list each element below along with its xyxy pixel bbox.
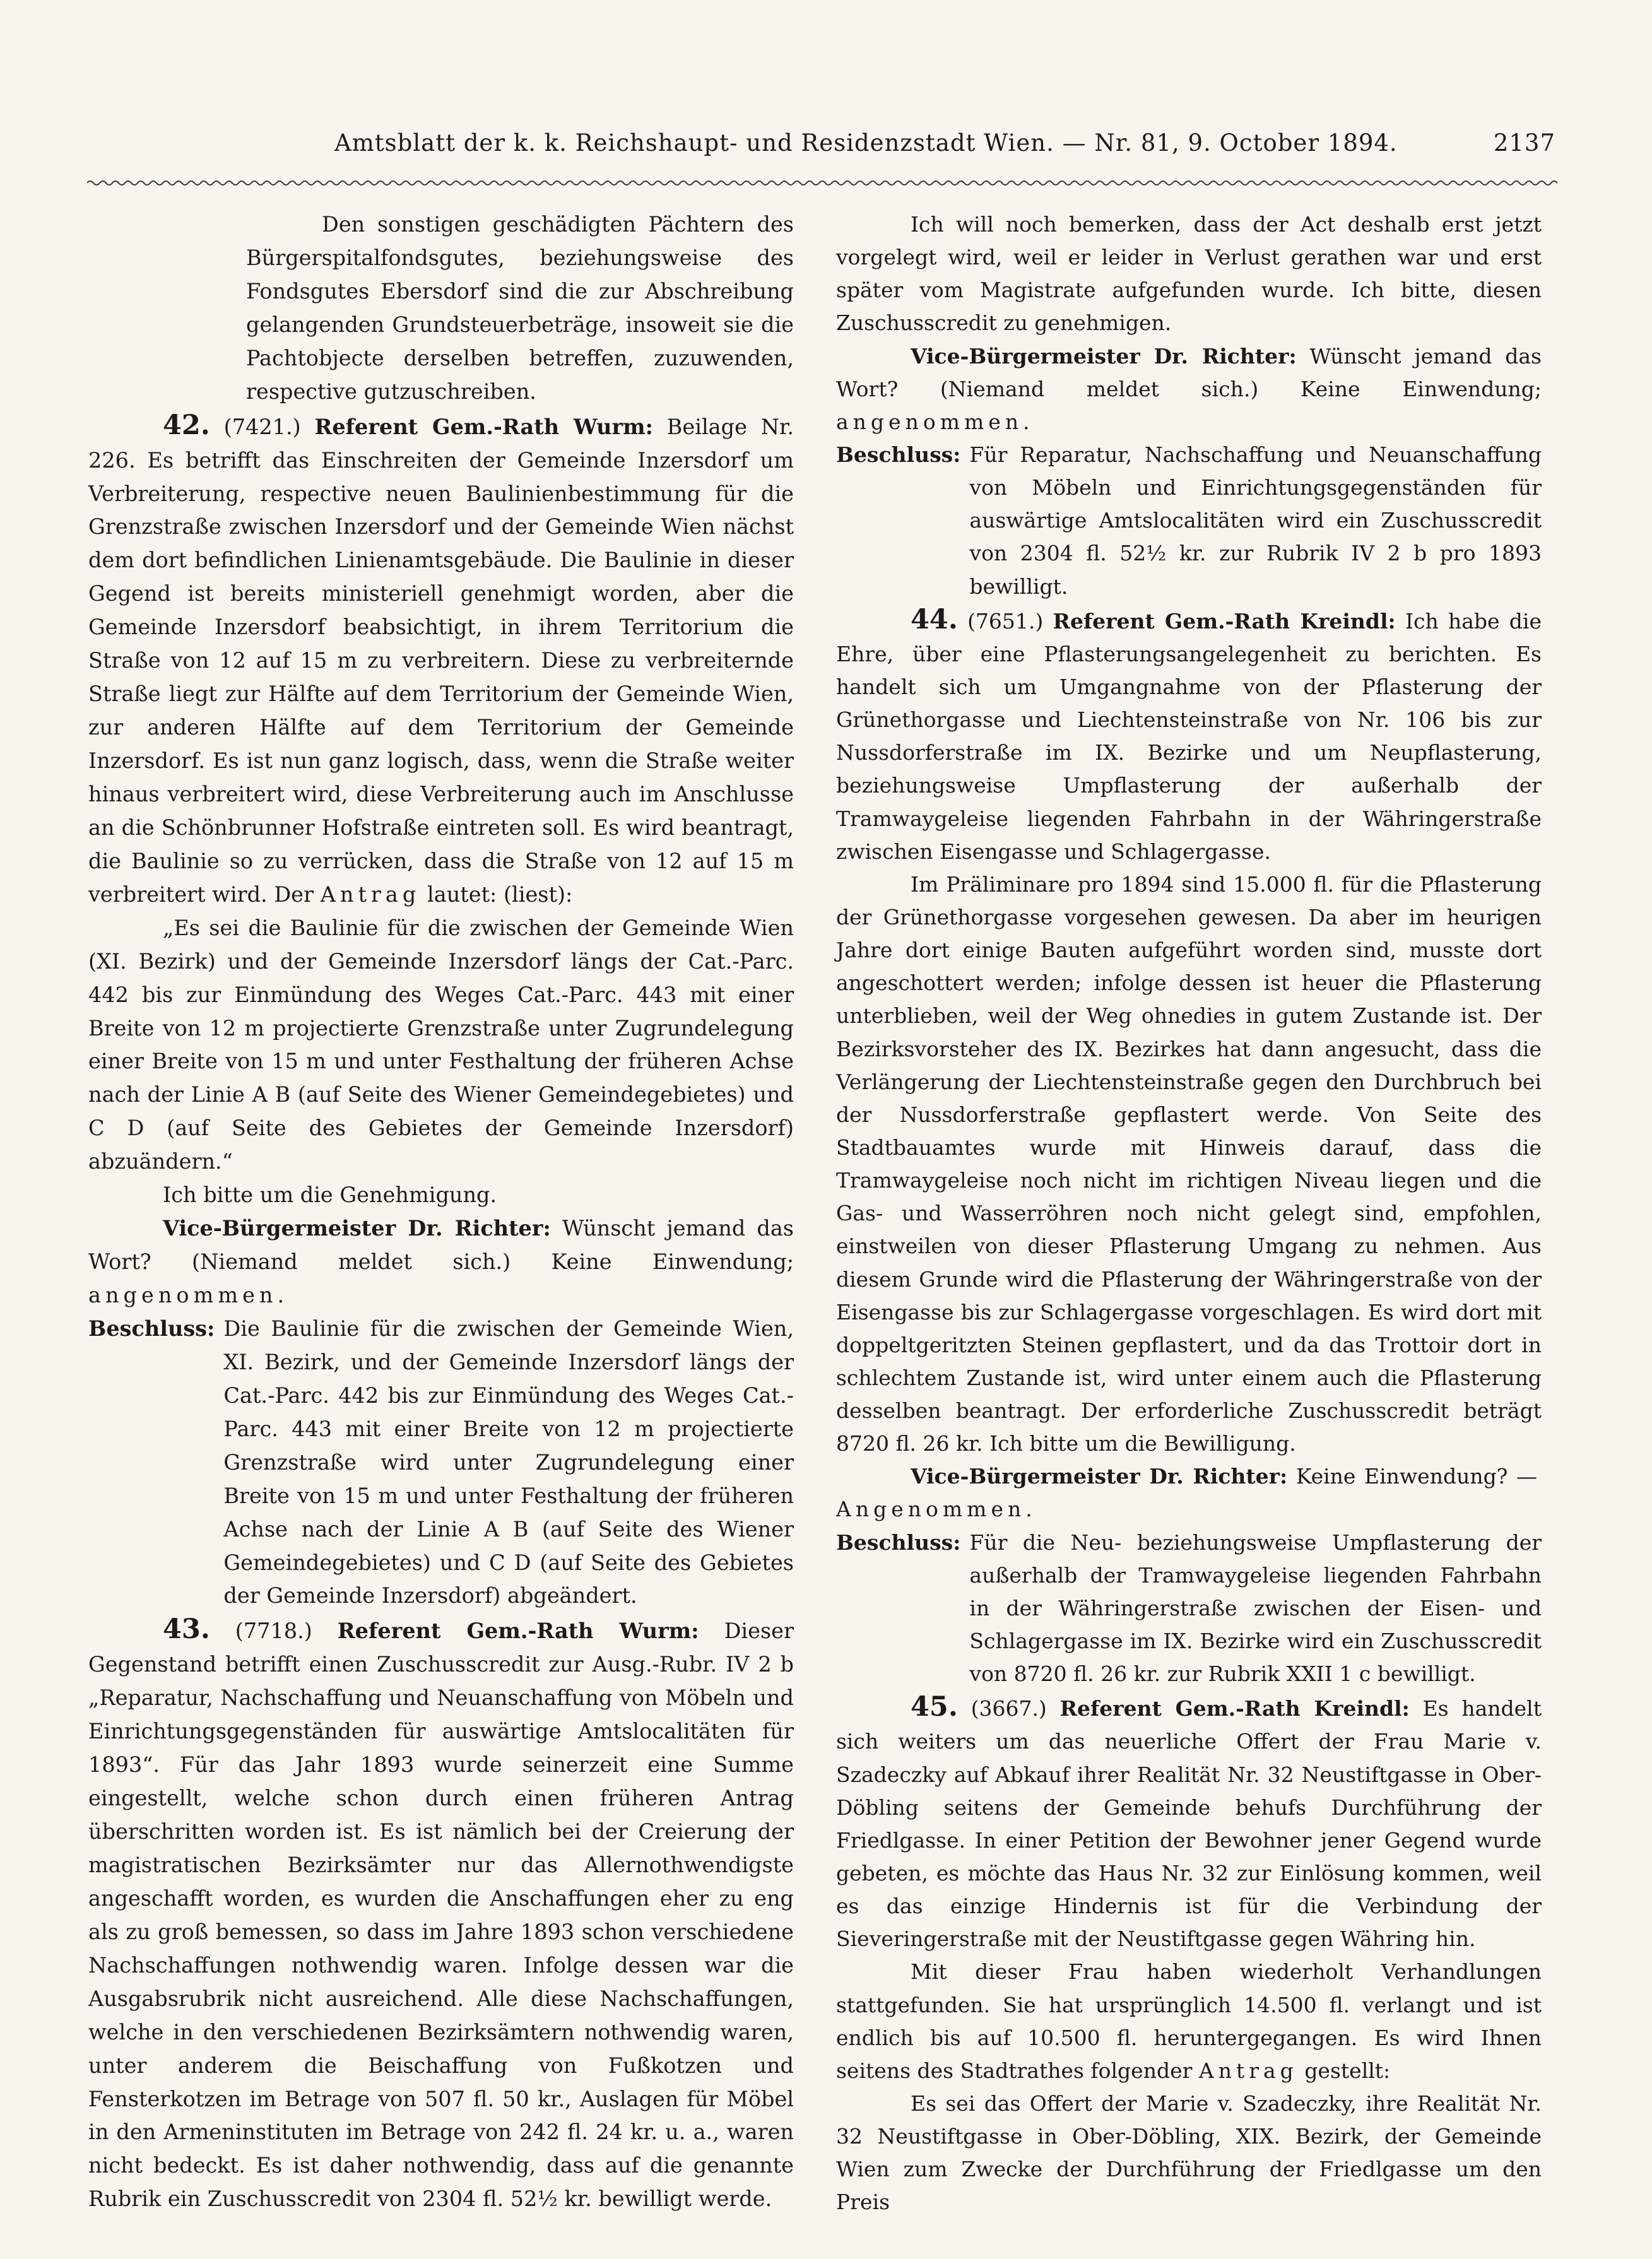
item-42-antrag: Antrag (320, 882, 421, 907)
item-43-number: 43. (163, 1613, 210, 1646)
item-42-beschluss-label: Beschluss: (88, 1316, 215, 1341)
item-44-beschluss (836, 1526, 1542, 1691)
item-42-beschluss-text: Die Baulinie für die zwischen der Gemeinde Wien, XI. Bezirk, und der Gemeinde Inzersdorf längs der Cat.-Parc. 442 bis zur Einmündung des Weges Cat.-Parc. 443 mit einer Breite von 12 m projectierte Grenzstraße wird unter Zugrundelegung einer Breite von 15 m und unter Festhaltung der früheren Achse nach der Linie A B (auf Seite des Wiener Gemeindegebietes) und C D (auf Seite des Gebietes der Gemeinde Inzersdorf) abgeändert. (223, 1316, 794, 1608)
item-42-quote: „Es sei die Baulinie für die zwischen der Gemeinde Wien (XI. Bezirk) und der Gemeinde Inzersdorf längs der Cat.-Parc. 442 bis zur Einmündung des Weges Cat.-Parc. 443 mit einer Breite von 12 m projectierte Grenzstraße unter Zugrundelegung einer Breite von 15 m und unter Festhaltung der früheren Achse nach der Linie A B (auf Seite des Wiener Gemeindegebietes) und C D (auf Seite des Gebietes der Gemeinde Inzersdorf) abzuändern.“ (88, 915, 794, 1174)
item-42-accepted: angenommen. (88, 1283, 289, 1307)
header-title: Amtsblatt der k. k. Reichshaupt- und Residenzstadt Wien. — Nr. 81, 9. October 1894. (334, 129, 1398, 156)
running-header (110, 129, 1555, 167)
item-45-paragraph-3: Es sei das Offert der Marie v. Szadeczky, ihre Realität Nr. 32 Neustiftgasse in Ober-Döbling, XIX. Bezirk, der Gemeinde Wien zum Zwecke der Durchführung der Friedlgasse um den Preis (836, 2091, 1542, 2215)
item-43-text: Dieser Gegenstand betrifft einen Zuschusscredit zur Ausg.-Rubr. IV 2 b „Reparatur, Nachschaffung und Neuanschaffung von Möbeln und Einrichtungsgegenständen für auswärtige Amtslocalitäten für 1893“. Für das Jahr 1893 wurde seinerzeit eine Summe eingestellt, welche schon durch einen früheren Antrag überschritten worden ist. Es ist nämlich bei der Creierung der magistratischen Bezirksämter nur das Allernothwendigste angeschafft worden, es wurden die Anschaffungen eher zu eng als zu groß bemessen, so dass im Jahre 1893 schon verschiedene Nachschaffungen nothwendig waren. Infolge dessen war die Ausgabsrubrik nicht ausreichend. Alle diese Nachschaffungen, welche in den verschiedenen Bezirksämtern nothwendig waren, unter anderem die Beischaffung von Fußkotzen und Fensterkotzen im Betrage von 507 fl. 50 kr., Auslagen für Möbel in den Armeninstituten im Betrage von 242 fl. 24 kr. u. a., waren nicht bedeckt. Es ist daher nothwendig, dass auf die genannte Rubrik ein Zuschusscredit von 2304 fl. 52½ kr. bewilligt werde. (88, 1619, 794, 2212)
item-42-beschluss (88, 1312, 794, 1613)
item-42-ref: (7421.) (223, 414, 301, 439)
item-43-vice-paragraph (836, 340, 1542, 439)
item-45-text-2a: Mit dieser Frau haben wiederholt Verhandlungen stattgefunden. Sie hat ursprünglich 14.500 fl. verlangt und ist endlich bis auf 10.500 fl. heruntergegangen. Es wird Ihnen seitens des Stadtrathes folgender (836, 1959, 1542, 2083)
item-44-paragraph-2: Im Präliminare pro 1894 sind 15.000 fl. für die Pflasterung der Grünethorgasse vorgesehen gewesen. Da aber im heurigen Jahre dort einige Bauten aufgeführt worden sind, musste dort angeschottert werden; infolge dessen ist heuer die Pflasterung unterblieben, weil der Weg ohnedies in gutem Zustande ist. Der Bezirksvorsteher des IX. Bezirkes hat dann angesucht, dass die Verlängerung der Liechtensteinstraße gegen den Durchbruch bei der Nussdorferstraße gepflastert werde. Von Seite des Stadtbauamtes wurde mit Hinweis darauf, dass die Tramwaygeleise noch nicht im richtigen Niveau liegen und die Gas- und Wasserröhren noch nicht gelegt sind, empfohlen, einstweilen von dieser Pflasterung Umgang zu nehmen. Aus diesem Grunde wird die Pflasterung der Währingerstraße von der Eisengasse bis zur Schlagergasse vorgeschlagen. Es wird dort mit doppeltgeritzten Steinen gepflastert, und da das Trottoir dort in schlechtem Zustande ist, wird unter einem auch die Pflasterung desselben beantragt. Der erforderliche Zuschusscredit beträgt 8720 fl. 26 kr. Ich bitte um die Bewilligung. (836, 871, 1542, 1456)
item-43-ref: (7718.) (235, 1619, 312, 1644)
item-43-speaker: Referent Gem.-Rath Wurm: (337, 1619, 699, 1644)
item-43-beschluss-label: Beschluss: (836, 442, 961, 467)
item-45-paragraph (836, 1690, 1542, 1955)
item-43-beschluss-text: Für Reparatur, Nachschaffung und Neuanschaffung von Möbeln und Einrichtungsgegenständen für auswärtige Amtslocalitäten wird ein Zuschusscredit von 2304 fl. 52½ kr. zur Rubrik IV 2 b pro 1893 bewilligt. (969, 442, 1542, 599)
item-44-accepted: — Angenommen. (836, 1464, 1542, 1522)
item-45-text-2b: gestellt: (1304, 2058, 1391, 2083)
item-44-vice-paragraph (836, 1460, 1542, 1526)
item-43-accepted: angenommen. (836, 409, 1034, 434)
item-42-vice-paragraph (88, 1212, 794, 1312)
item-44-beschluss-text: Für die Neu- beziehungsweise Umpflasterung der außerhalb der Tramwaygeleise liegenden Fahrbahn in der Währingerstraße zwischen der Eisen- und Schlagergasse im IX. Bezirke wird ein Zuschusscredit von 8720 fl. 26 kr. zur Rubrik XXII 1 c bewilligt. (969, 1530, 1542, 1687)
item-45-ref: (3667.) (971, 1696, 1047, 1721)
item-42-speaker: Referent Gem.-Rath Wurm: (314, 414, 653, 439)
item-43-beschluss (836, 439, 1542, 603)
right-column (836, 208, 1542, 2219)
item-45-number: 45. (911, 1691, 958, 1723)
item-45-paragraph-2 (836, 1955, 1542, 2087)
item-44-paragraph (836, 603, 1542, 868)
page-number: 2137 (1493, 129, 1555, 156)
item-43-vice-text: Wünscht jemand das Wort? (Niemand meldet sich.) Keine Einwendung; (836, 343, 1542, 401)
item-44-beschluss-label: Beschluss: (836, 1530, 961, 1555)
wavy-rule (87, 178, 1557, 188)
item-44-text: Ich habe die Ehre, über eine Pflasterungsangelegenheit zu berichten. Es handelt sich um Umgangnahme von der Pflasterung der Grünethorgasse und Liechtensteinstraße von Nr. 106 bis zur Nussdorferstraße im IX. Bezirke und um Neupflasterung, beziehungsweise Umpflasterung der außerhalb der Tramwaygeleise liegenden Fahrbahn in der Währingerstraße zwischen Eisengasse und Schlagergasse. (836, 608, 1542, 864)
item-42-paragraph (88, 409, 794, 912)
item-42-text-b: lautet: (liest): (427, 882, 573, 907)
item-42-vice-text: Wünscht jemand das Wort? (Niemand meldet sich.) Keine Einwendung; (88, 1216, 794, 1275)
item-45-text: Es handelt sich weiters um das neuerliche Offert der Frau Marie v. Szadeczky auf Abkauf ihrer Realität Nr. 32 Neustiftgasse in Ober-Döbling seitens der Gemeinde behufs Durchführung der Friedlgasse. In einer Petition der Bewohner jener Gegend wurde gebeten, es möchte das Haus Nr. 32 zur Einlösung kommen, weil es das einzige Hindernis ist für die Verbindung der Sieveringerstraße mit der Neustiftgasse gegen Währing hin. (836, 1696, 1542, 1952)
item-44-vice-text: Keine Einwendung? (1295, 1464, 1508, 1489)
item-44-speaker: Referent Gem.-Rath Kreindl: (1053, 608, 1396, 634)
left-column (88, 208, 794, 2216)
item-44-ref: (7651.) (967, 608, 1044, 634)
item-42-text: Beilage Nr. 226. Es betrifft das Einschreiten der Gemeinde Inzersdorf um Verbreiterung, respective neuen Baulinienbestimmung für die Grenzstraße zwischen Inzersdorf und der Gemeinde Wien nächst dem dort befindlichen Linienamtsgebäude. Die Baulinie in dieser Gegend ist bereits ministeriell genehmigt worden, aber die Gemeinde Inzersdorf beabsichtigt, in ihrem Territorium die Straße von 12 auf 15 m zu verbreitern. Diese zu verbreiternde Straße liegt zur Hälfte auf dem Territorium der Gemeinde Wien, zur anderen Hälfte auf dem Territorium der Gemeinde Inzersdorf. Es ist nun ganz logisch, dass, wenn die Straße weiter hinaus verbreitert wird, diese Verbreiterung auch im Anschlusse an die Schönbrunner Hofstraße eintreten soll. Es wird beantragt, die Baulinie so zu verrücken, dass die Straße von 12 auf 15 m verbreitert wird. Der (88, 414, 794, 907)
paragraph-intro: Den sonstigen geschädigten Pächtern des Bürgerspitalfondsgutes, beziehungsweise des Fondsgutes Ebersdorf sind die zur Abschreibung gelangenden Grundsteuerbeträge, insoweit sie die Pachtobjecte derselben betreffen, zuzuwenden, respective gutzuschreiben. (246, 212, 794, 404)
item-45-antrag: Antrag (1198, 2058, 1298, 2083)
item-44-number: 44. (911, 603, 958, 635)
item-42-request: Ich bitte um die Genehmigung. (163, 1183, 497, 1208)
item-43-continuation: Ich will noch bemerken, dass der Act deshalb erst jetzt vorgelegt wird, weil er leider in Verlust gerathen war und erst später vom Magistrate aufgefunden wurde. Ich bitte, diesen Zuschusscredit zu genehmigen. (836, 212, 1542, 336)
item-45-speaker: Referent Gem.-Rath Kreindl: (1059, 1696, 1410, 1721)
item-43-vice-speaker: Vice-Bürgermeister Dr. Richter: (911, 343, 1297, 369)
item-42-vice-speaker: Vice-Bürgermeister Dr. Richter: (163, 1216, 551, 1241)
item-44-vice-speaker: Vice-Bürgermeister Dr. Richter: (911, 1464, 1288, 1489)
item-42-number: 42. (163, 409, 210, 441)
item-43-paragraph (88, 1613, 794, 2216)
